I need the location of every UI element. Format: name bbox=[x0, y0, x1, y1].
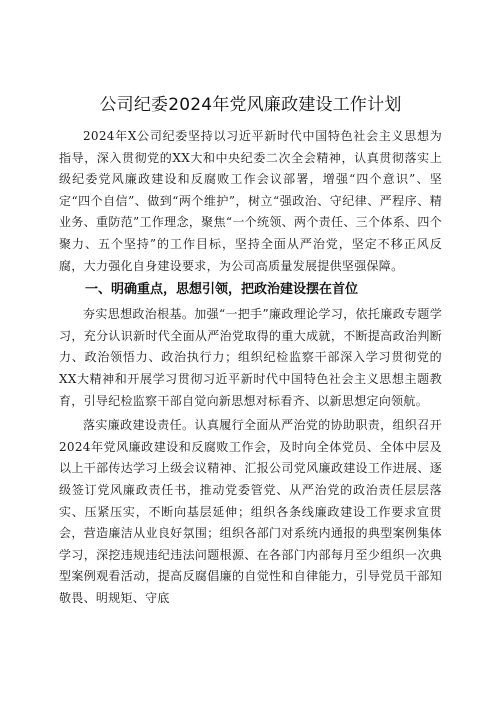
section-1-paragraph-2: 落实廉政建设责任。认真履行全面从严治党的协助职责，组织召开2024年党风廉政建设和反腐败工作会，及时向全体党员、全体中层及以上干部传达学习上级会议精神、汇报公司党风廉政建设工作进展、逐级签订党风廉政责任书，推动党委管党、从严治党的政治责任层层落实、压紧压实，不断向基层延伸；组织各条线廉政建设工作要求宣贯会，营造廉洁从业良好氛围；组织各部门对系统内通报的典型案例集体学习，深挖违规违纪违法问题根源、在各部门内部每月至少组织一次典型案例观看活动，提高反腐倡廉的自觉性和自律能力，引导党员干部知敬畏、明规矩、守底 bbox=[59, 418, 442, 605]
section-1-heading: 一、明确重点，思想引领，把政治建设摆在首位 bbox=[85, 282, 359, 298]
section-1-paragraph-1: 夯实思想政治根基。加强“一把手”廉政理论学习，依托廉政专题学习，充分认识新时代全面从严治党取得的重大成就，不断提高政治判断力、政治领悟力、政治执行力；组织纪检监察干部深入学习贯彻党的XX大精神和开展学习贯彻习近平新时代中国特色社会主义思想主题教育，引导纪检监察干部自觉向新思想对标看齐、以新思想定向领航。 bbox=[59, 307, 442, 408]
intro-paragraph: 2024年X公司纪委坚持以习近平新时代中国特色社会主义思想为指导，深入贯彻党的XX大和中央纪委二次全会精神，认真贯彻落实上级纪委党风廉政建设和反腐败工作会议部署，增强“四个意识”、坚定“四个自信”、做到“两个维护”，树立“强政治、守纪律、严程序、精业务、重防范”工作理念，聚焦“一个统领、两个责任、三个体系、四个聚力、五个坚持”的工作目标，坚持全面从严治党，坚定不移正风反腐，大力强化自身建设要求，为公司高质量发展提供坚强保障。 bbox=[59, 129, 442, 273]
document-title: 公司纪委2024年党风廉政建设工作计划 bbox=[99, 95, 402, 115]
